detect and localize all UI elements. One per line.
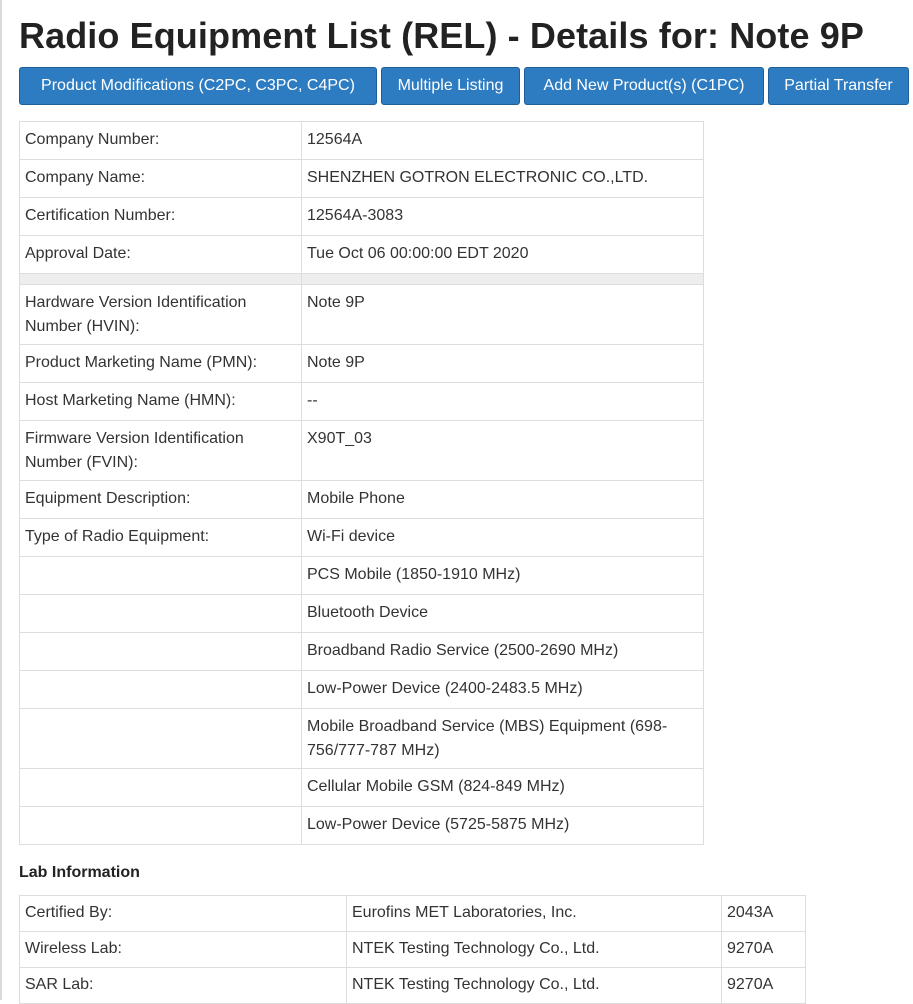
empty-label-cell: [20, 671, 302, 709]
approval-date-label: Approval Date:: [20, 236, 302, 274]
equipment-description-value: Mobile Phone: [302, 481, 704, 519]
lab-information-heading: Lab Information: [19, 864, 140, 881]
lab-name: Eurofins MET Laboratories, Inc.: [347, 896, 722, 932]
radio-type-value: Broadband Radio Service (2500-2690 MHz): [302, 633, 704, 671]
table-row: [20, 709, 704, 769]
add-new-products-button[interactable]: Add New Product(s) (C1PC): [524, 67, 764, 105]
radio-type-value: Cellular Mobile GSM (824-849 MHz): [302, 769, 704, 807]
table-row: [20, 481, 704, 519]
lab-name: NTEK Testing Technology Co., Ltd.: [347, 968, 722, 1004]
company-name-value: SHENZHEN GOTRON ELECTRONIC CO.,LTD.: [302, 160, 704, 198]
table-row: [20, 198, 704, 236]
company-number-label: Company Number:: [20, 122, 302, 160]
certification-number-value: 12564A-3083: [302, 198, 704, 236]
equipment-description-label: Equipment Description:: [20, 481, 302, 519]
radio-type-value: Bluetooth Device: [302, 595, 704, 633]
empty-label-cell: [20, 633, 302, 671]
lab-name: NTEK Testing Technology Co., Ltd.: [347, 932, 722, 968]
table-row: [20, 557, 704, 595]
partial-transfer-button[interactable]: Partial Transfer: [768, 67, 909, 105]
certification-number-label: Certification Number:: [20, 198, 302, 236]
table-row: [20, 595, 704, 633]
hmn-label: Host Marketing Name (HMN):: [20, 383, 302, 421]
table-row: [20, 968, 806, 1004]
radio-type-value: Mobile Broadband Service (MBS) Equipment (698-756/777-787 MHz): [302, 709, 704, 769]
lab-role-label: Wireless Lab:: [20, 932, 347, 968]
table-row: [20, 160, 704, 198]
table-row: [20, 236, 704, 274]
empty-label-cell: [20, 769, 302, 807]
radio-type-label: Type of Radio Equipment:: [20, 519, 302, 557]
radio-type-value: Low-Power Device (5725-5875 MHz): [302, 807, 704, 845]
hvin-label: Hardware Version Identification Number (HVIN):: [20, 285, 302, 345]
empty-label-cell: [20, 595, 302, 633]
spacer-cell: [302, 274, 704, 285]
table-row: [20, 519, 704, 557]
table-row: [20, 807, 704, 845]
radio-type-value: PCS Mobile (1850-1910 MHz): [302, 557, 704, 595]
table-row: [20, 383, 704, 421]
multiple-listing-button[interactable]: Multiple Listing: [381, 67, 520, 105]
hvin-value: Note 9P: [302, 285, 704, 345]
table-row: [20, 769, 704, 807]
table-row: [20, 122, 704, 160]
company-name-label: Company Name:: [20, 160, 302, 198]
company-number-value: 12564A: [302, 122, 704, 160]
lab-role-label: Certified By:: [20, 896, 347, 932]
lab-code: 9270A: [722, 968, 806, 1004]
radio-type-value: Low-Power Device (2400-2483.5 MHz): [302, 671, 704, 709]
lab-code: 9270A: [722, 932, 806, 968]
pmn-value: Note 9P: [302, 345, 704, 383]
lab-role-label: SAR Lab:: [20, 968, 347, 1004]
table-row: [20, 285, 704, 345]
section-spacer: [20, 274, 704, 285]
equipment-details-table: [19, 121, 704, 845]
approval-date-value: Tue Oct 06 00:00:00 EDT 2020: [302, 236, 704, 274]
hmn-value: --: [302, 383, 704, 421]
empty-label-cell: [20, 557, 302, 595]
fvin-label: Firmware Version Identification Number (FVIN):: [20, 421, 302, 481]
table-row: [20, 421, 704, 481]
page-left-border: [0, 0, 2, 1000]
fvin-value: X90T_03: [302, 421, 704, 481]
empty-label-cell: [20, 807, 302, 845]
product-modifications-button[interactable]: Product Modifications (C2PC, C3PC, C4PC): [19, 67, 377, 105]
radio-type-value: Wi-Fi device: [302, 519, 704, 557]
empty-label-cell: [20, 709, 302, 769]
table-row: [20, 671, 704, 709]
lab-information-table: [19, 895, 806, 1004]
pmn-label: Product Marketing Name (PMN):: [20, 345, 302, 383]
table-row: [20, 345, 704, 383]
table-row: [20, 633, 704, 671]
lab-code: 2043A: [722, 896, 806, 932]
table-row: [20, 932, 806, 968]
table-row: [20, 896, 806, 932]
spacer-cell: [20, 274, 302, 285]
page-title: Radio Equipment List (REL) - Details for: Note 9P: [19, 15, 864, 56]
